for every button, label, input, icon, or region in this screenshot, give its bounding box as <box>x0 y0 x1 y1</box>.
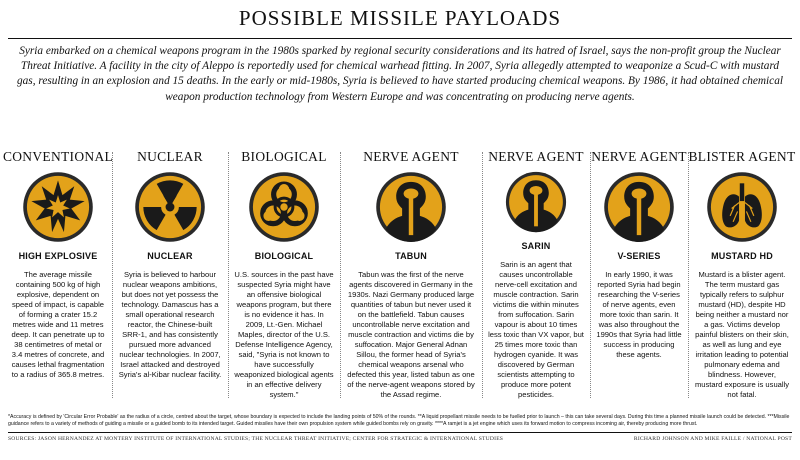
payload-panels <box>4 148 796 400</box>
panel-sarin <box>482 148 590 400</box>
panel-conventional <box>4 148 112 400</box>
panel-description: The average missile containing 500 kg of high explosive, dependent on speed of impact, is capable of forming a crater 15.2 metres wide and 11 metres deep. It can penetrate up to 38 centimetres of metal or 3.4 metres of concrete, and causes lethal fragmentation to a radius of 365.8 metres. <box>11 270 105 379</box>
panel-category: BIOLOGICAL <box>241 149 327 164</box>
radiation-icon <box>133 170 207 244</box>
panel-description: Sarin is an agent that causes uncontrollable nerve-cell excitation and muscle contraction. Sarin victims die within minutes from suffocation. Sarin vapour is about 10 times less toxic than VX vapor, but 25 times more toxic than hydrogen cyanide. It was discovered by German scientists attempting to produce more potent pesticides. <box>488 260 584 399</box>
panel-category: CONVENTIONAL <box>2 149 114 164</box>
explosion-icon <box>21 170 95 244</box>
panel-subtitle: HIGH EXPLOSIVE <box>18 251 98 261</box>
lungs-icon <box>705 170 779 244</box>
panel-subtitle: TABUN <box>395 251 427 261</box>
panel-description: In early 1990, it was reported Syria had begin researching the V-series of nerve agents, even more toxic than sarin. It was also throughout the 1990s that Syria had little success in producing these agents. <box>596 270 682 359</box>
nervous-system-icon <box>374 170 448 244</box>
nervous-system-icon <box>499 170 573 234</box>
panel-tabun <box>340 148 482 400</box>
panel-v-series <box>590 148 688 400</box>
panel-biological <box>228 148 340 400</box>
sources-line: SOURCES: JASON HERNANDEZ AT MONTERY INSTITUTE OF INTERNATIONAL STUDIES; THE NUCLEAR THREAT INITIATIVE; CENTER FOR STRATEGIC & INTERNATIONAL STUDIES <box>8 436 504 442</box>
panel-subtitle: NUCLEAR <box>147 251 193 261</box>
panel-category: NERVE AGENT <box>363 149 459 164</box>
nervous-system-icon <box>602 170 676 244</box>
intro-paragraph: Syria embarked on a chemical weapons program in the 1980s sparked by regional security considerations and its hatred of Israel, says the non-profit group the Nuclear Threat Initiative. A facility in the city of Aleppo is reportedly used for chemical warhead fitting. In 2007, Syria allegedly attempted to weaponize a Scud-C with mustard gas, resulting in an explosion and 15 deaths. In the early or mid-1980s, Syria is believed to have started producing chemical weapons. By 1986, it had obtained chemical weapon production technology from Western Europe and was concentrating on producing nerve agents. <box>17 45 783 103</box>
footnote: *Accuracy is defined by 'Circular Error Probable' as the radius of a circle, centred about the target, whose boundary is expected to include the landing points of 50% of the rounds. **A liquid propellant missile needs to be fuelled prior to launch – this can take several days. During this time a planned missile launch could be detected. ***Missile guidance refers to a variety of methods of guiding a missile or a guided bomb to its intended target. Guided missiles have their own propulsion system while guided bombs rely on gravity. ****A ramjet is a jet engine which uses its forward motion to compress incoming air, thereby producing more thrust. <box>8 414 790 427</box>
panel-nuclear <box>112 148 228 400</box>
panel-description: Syria is believed to harbour nuclear weapons ambitions, but does not yet possess the technology. Damascus has a small operational research reactor, the Chinese-built SRR-1, and has consistently pursued more advanced nuclear technologies. In 2007, Israel attacked and destroyed Syria's al-Kibar nuclear facility. <box>118 270 222 379</box>
panel-mustard <box>688 148 796 400</box>
panel-description: Mustard is a blister agent. The term mustard gas typically refers to sulphur mustard (HD), despite HD being neither a mustard nor a gas. Victims develop painful blisters on their skin, as well as lung and eye irritation leading to potential pulmonary edema and blindness. However, mustard exposure is usually not fatal. <box>694 270 790 399</box>
credit-line: RICHARD JOHNSON AND MIKE FAILLE / NATIONAL POST <box>633 436 792 442</box>
panel-subtitle: BIOLOGICAL <box>254 251 314 261</box>
panel-category: NERVE AGENT <box>488 149 584 164</box>
page-title: POSSIBLE MISSILE PAYLOADS <box>238 6 562 30</box>
panel-subtitle: SARIN <box>521 241 551 251</box>
footer-divider <box>8 432 792 433</box>
panel-category: BLISTER AGENT <box>688 149 796 164</box>
panel-category: NERVE AGENT <box>591 149 687 164</box>
panel-subtitle: MUSTARD HD <box>711 251 773 261</box>
panel-category: NUCLEAR <box>137 149 203 164</box>
biohazard-icon <box>247 170 321 244</box>
panel-description: U.S. sources in the past have suspected Syria might have an offensive biological weapons program, but there is no evidence it has. In 2009, Lt.-Gen. Michael Maples, director of the U.S. Defense Intelligence Agency, said, "Syria is not known to have successfully weaponized biological agents in an effective delivery system." <box>234 270 334 399</box>
title-divider <box>8 38 792 39</box>
panel-description: Tabun was the first of the nerve agents discovered in Germany in the 1930s. Nazi Germany produced large quantities of tabun but never used it on the battlefield. Tabun causes uncontrollable nerve excitation and muscle contraction and victims die by suffocation. Major General Adnan Sillou, the former head of Syria's chemical weapons arsenal who defected this year, listed tabun as one of the nerve-agent weapons stored by the Assad regime. <box>347 270 475 399</box>
panel-subtitle: V-SERIES <box>617 251 661 261</box>
